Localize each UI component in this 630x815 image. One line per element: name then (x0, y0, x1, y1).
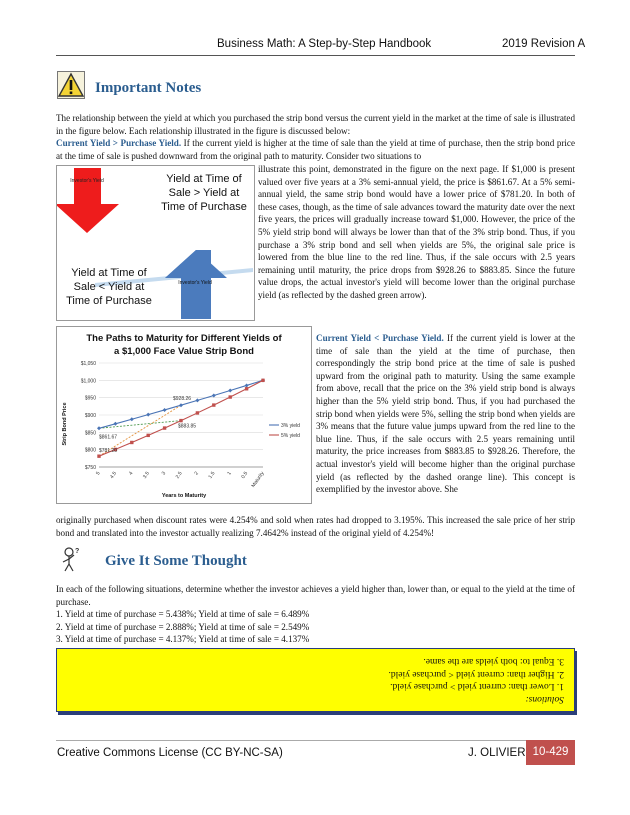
x-tick-label: 1.5 (207, 470, 217, 480)
x-tick-label: Maturity (250, 470, 266, 489)
data-point (130, 417, 134, 421)
chart-title-line2: a $1,000 Face Value Strip Bond (114, 346, 254, 357)
footer-author: J. OLIVIER (468, 747, 526, 759)
data-label: $928.26 (173, 396, 192, 403)
data-point (196, 411, 199, 414)
data-label: $781.20 (99, 448, 118, 455)
warning-icon (57, 71, 85, 99)
footer-license: Creative Commons License (CC BY-NC-SA) (57, 747, 283, 759)
y-axis-label: Strip Bond Price (62, 402, 68, 446)
solution-item: 3. Equal to: both yields are the same. (423, 656, 564, 667)
solutions-label: Solutions: (525, 694, 564, 704)
solutions-upside-down (57, 649, 574, 711)
series-line (99, 380, 263, 456)
thought-item: 3. Yield at time of purchase = 4.137%; Yield at time of sale = 4.137% (56, 634, 310, 645)
data-point (212, 403, 215, 406)
page-number-badge: 10-429 (526, 740, 575, 765)
x-tick-label: 0.5 (240, 470, 250, 480)
y-tick-label: $1,000 (80, 378, 96, 385)
up-arrow-label: Investor's Yield (178, 280, 212, 286)
x-tick-label: 3 (160, 470, 168, 477)
x-tick-label: 2.5 (174, 470, 184, 480)
data-point (245, 383, 249, 387)
case2-tail-paragraph: originally purchased when discount rates were 4.254% and sold when rates had dropped to 3.195%. This increased the sale price of her strip bond and translated into the investor actually realizing 7.4642% instead of the original yield of 4.254%! (56, 515, 575, 538)
data-point (163, 408, 167, 412)
thought-item: 2. Yield at time of purchase = 2.888%; Yield at time of sale = 2.549% (56, 621, 310, 632)
x-tick-label: 2 (193, 470, 201, 477)
y-tick-label: $950 (84, 395, 96, 402)
x-axis-label: Years to Maturity (161, 493, 207, 499)
higher-yield-text: Yield at Time of Sale > Yield at Time of Purchase (161, 173, 247, 213)
y-tick-label: $850 (84, 430, 96, 437)
data-point (229, 395, 232, 398)
data-point (130, 441, 133, 444)
data-point (245, 387, 248, 390)
y-tick-label: $900 (84, 413, 96, 419)
case1-paragraph: illustrate this point, demonstrated in the figure on the next page. If $1,000 is present valued over five years at a 3% semi-annual yield, the price is $861.67. At a 5% semi-annual yield, the same strip bond would have a lower price of $781.20. In both of these cases, though, as the time of sale advances toward the maturity date over the next five years, the prices will gradually increase toward $1,000. However, the price of the 5% yield strip bond will always be lower than that of the 3% strip bond. Thus, if you purchase a 3% strip bond and sell when yields are 5%, the original sale price is lowered from the blue line to the red line. Thus, if the sale occurs with 2.5 years remaining until maturity, the price drops from $928.26 to $883.85. Since the future value drops, the actual investor's yield will become lower than the original purchase yield (as reflected by the dashed green arrow). (258, 164, 575, 300)
data-point (179, 419, 182, 422)
legend-label: 3% yield (281, 423, 300, 429)
give-it-some-thought-title: Give It Some Thought (105, 553, 247, 569)
case2-label: Current Yield < Purchase Yield. (316, 333, 444, 343)
important-notes-title: Important Notes (95, 80, 202, 96)
data-point (146, 413, 150, 417)
data-point (163, 426, 166, 429)
solutions-box (56, 648, 575, 712)
header-rule (56, 55, 575, 56)
thought-items (56, 608, 575, 646)
data-label: $861.67 (99, 434, 118, 441)
case1-label: Current Yield > Purchase Yield. (56, 138, 182, 149)
thought-intro: In each of the following situations, determine whether the investor achieves a yield higher than, lower than, or equal to the yield at the time of purchase. (56, 584, 575, 607)
running-header-revision: 2019 Revision A (502, 38, 586, 50)
data-point (212, 393, 216, 397)
x-tick-label: 4.5 (109, 470, 119, 480)
data-point (147, 434, 150, 437)
x-tick-label: 4 (127, 470, 135, 477)
svg-text:?: ? (75, 548, 80, 555)
data-point (113, 422, 117, 426)
down-arrow-label: Investor's Yield (70, 178, 104, 184)
thinking-person-icon (59, 546, 83, 572)
y-tick-label: $750 (84, 465, 96, 471)
yield-relationship-diagram (56, 165, 255, 321)
legend-label: 5% yield (281, 433, 300, 439)
data-point (195, 398, 199, 402)
y-tick-label: $800 (84, 447, 96, 454)
thought-item: 1. Yield at time of purchase = 5.438%; Yield at time of sale = 6.489% (56, 609, 310, 619)
data-point (97, 454, 100, 457)
solution-item: 1. Lower than: current yield > purchase yield. (390, 681, 564, 692)
data-label: $883.85 (178, 423, 197, 430)
x-tick-label: 3.5 (141, 470, 151, 480)
strip-bond-chart (56, 326, 312, 504)
data-point (261, 379, 264, 382)
solution-item: 2. Higher than: current yield < purchase yield. (388, 669, 564, 679)
case2-paragraph: Current Yield < Purchase Yield. If the current yield is lower at the time of sale than the yield at the time of purchase, then correspondingly the strip bond price at the time of sale is pushed upward from the original path to maturity. Using the same example from above, recall that the price on the 3% yield strip bond is always higher than the 5% yield strip bond. Thus, if you had purchased the strip bond when yields were 5%, selling the strip bond when yields are 3% means that the future value jumps upward from the red line to the blue line. Thus, if the sale occurs with 2.5 years remaining until maturity, the price increases from $883.85 to $928.26. Therefore, the actual investor's yield will become higher than the original purchase yield (as reflected by the dashed orange line). This concept is exemplified by the investor above. She (316, 333, 576, 495)
footer-rule (56, 740, 575, 741)
data-point (228, 389, 232, 393)
chart-title-line1: The Paths to Maturity for Different Yields of (86, 333, 282, 344)
running-header-title: Business Math: A Step-by-Step Handbook (217, 38, 432, 50)
x-tick-label: 5 (95, 470, 102, 477)
intro-paragraph: The relationship between the yield at which you purchased the strip bond versus the current yield in the market at the time of sale is illustrated in the figure below. Each relationship illustrated in the figure is discussed below: Current Yield > Purchase Yield. If the current yield is higher at the time of sale than the yield at time of purchase, then the strip bond price at the time of sale is pushed downward from the original path to maturity. Consider two situations to (56, 113, 576, 161)
y-tick-label: $1,050 (80, 361, 96, 367)
data-point (97, 426, 101, 430)
lower-yield-text: Yield at Time of Sale < Yield at Time of Purchase (66, 267, 152, 307)
x-tick-label: 1 (226, 470, 233, 477)
